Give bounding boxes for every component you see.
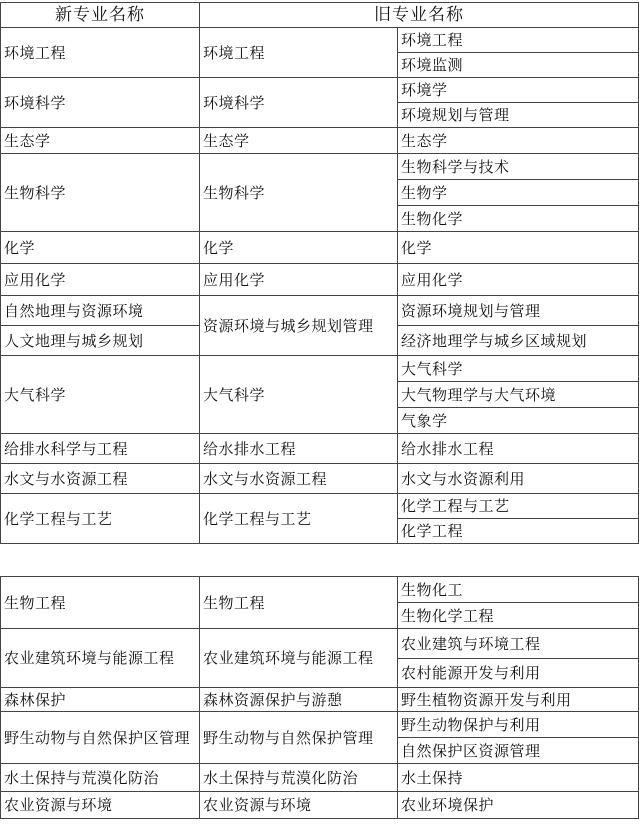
table-row — [1, 128, 639, 154]
mid-major-cell: 生物工程 — [200, 577, 398, 629]
table-row — [1, 434, 639, 464]
old-major-cell: 生态学 — [398, 128, 639, 154]
table-header-row — [1, 3, 639, 28]
major-table-part1 — [0, 2, 639, 544]
mid-major-cell: 环境工程 — [200, 28, 398, 78]
old-name-header: 旧专业名称 — [200, 3, 639, 28]
old-major-cell: 农业建筑与环境工程 — [398, 629, 639, 659]
old-major-cell: 环境工程 — [398, 28, 639, 53]
old-major-cell: 化学 — [398, 232, 639, 264]
table-row — [1, 764, 639, 792]
mid-major-cell: 应用化学 — [200, 264, 398, 296]
old-major-cell: 大气科学 — [398, 356, 639, 382]
mid-major-cell: 野生动物与自然保护管理 — [200, 712, 398, 764]
mid-major-cell: 给水排水工程 — [200, 434, 398, 464]
old-major-cell: 气象学 — [398, 408, 639, 434]
new-major-cell: 大气科学 — [1, 356, 200, 434]
new-major-cell: 给排水科学与工程 — [1, 434, 200, 464]
old-major-cell: 生物科学与技术 — [398, 154, 639, 180]
table-row — [1, 356, 639, 382]
old-major-cell: 环境规划与管理 — [398, 103, 639, 128]
old-major-cell: 生物学 — [398, 180, 639, 206]
mid-major-cell: 生态学 — [200, 128, 398, 154]
mid-major-cell: 化学 — [200, 232, 398, 264]
mid-major-cell: 化学工程与工艺 — [200, 494, 398, 544]
old-major-cell: 生物化学工程 — [398, 603, 639, 629]
new-major-cell: 自然地理与资源环境 — [1, 296, 200, 326]
old-major-cell: 化学工程与工艺 — [398, 494, 639, 519]
table-row — [1, 494, 639, 519]
new-major-cell: 农业资源与环境 — [1, 792, 200, 819]
mid-major-cell: 资源环境与城乡规划管理 — [200, 296, 398, 356]
table-row — [1, 78, 639, 103]
old-major-cell: 应用化学 — [398, 264, 639, 296]
mid-major-cell: 水土保持与荒漠化防治 — [200, 764, 398, 792]
major-table-part2 — [0, 576, 639, 819]
table-row — [1, 629, 639, 659]
old-major-cell: 环境学 — [398, 78, 639, 103]
old-major-cell: 资源环境规划与管理 — [398, 296, 639, 326]
table-row — [1, 577, 639, 603]
new-name-header: 新专业名称 — [1, 3, 200, 28]
table-row — [1, 296, 639, 326]
old-major-cell: 野生植物资源开发与利用 — [398, 688, 639, 712]
table-row — [1, 28, 639, 53]
new-major-cell: 化学 — [1, 232, 200, 264]
old-major-cell: 生物化工 — [398, 577, 639, 603]
table-row — [1, 464, 639, 494]
table-row — [1, 232, 639, 264]
new-major-cell: 野生动物与自然保护区管理 — [1, 712, 200, 764]
table-row — [1, 154, 639, 180]
mid-major-cell: 生物科学 — [200, 154, 398, 232]
mid-major-cell: 农业建筑环境与能源工程 — [200, 629, 398, 688]
new-major-cell: 应用化学 — [1, 264, 200, 296]
old-major-cell: 水土保持 — [398, 764, 639, 792]
mid-major-cell: 农业资源与环境 — [200, 792, 398, 819]
mid-major-cell: 大气科学 — [200, 356, 398, 434]
new-major-cell: 环境工程 — [1, 28, 200, 78]
new-major-cell: 生态学 — [1, 128, 200, 154]
old-major-cell: 农村能源开发与利用 — [398, 659, 639, 688]
new-major-cell: 环境科学 — [1, 78, 200, 128]
old-major-cell: 给水排水工程 — [398, 434, 639, 464]
old-major-cell: 农业环境保护 — [398, 792, 639, 819]
old-major-cell: 野生动物保护与利用 — [398, 712, 639, 738]
new-major-cell: 人文地理与城乡规划 — [1, 326, 200, 356]
table-row — [1, 264, 639, 296]
new-major-cell: 化学工程与工艺 — [1, 494, 200, 544]
table-row — [1, 792, 639, 819]
new-major-cell: 水土保持与荒漠化防治 — [1, 764, 200, 792]
new-major-cell: 水文与水资源工程 — [1, 464, 200, 494]
old-major-cell: 自然保护区资源管理 — [398, 738, 639, 764]
mid-major-cell: 森林资源保护与游憩 — [200, 688, 398, 712]
table-row — [1, 688, 639, 712]
old-major-cell: 生物化学 — [398, 206, 639, 232]
table-row — [1, 712, 639, 738]
new-major-cell: 生物科学 — [1, 154, 200, 232]
old-major-cell: 环境监测 — [398, 53, 639, 78]
new-major-cell: 森林保护 — [1, 688, 200, 712]
new-major-cell: 农业建筑环境与能源工程 — [1, 629, 200, 688]
new-major-cell: 生物工程 — [1, 577, 200, 629]
mid-major-cell: 水文与水资源工程 — [200, 464, 398, 494]
old-major-cell: 大气物理学与大气环境 — [398, 382, 639, 408]
old-major-cell: 水文与水资源利用 — [398, 464, 639, 494]
mid-major-cell: 环境科学 — [200, 78, 398, 128]
old-major-cell: 化学工程 — [398, 519, 639, 544]
old-major-cell: 经济地理学与城乡区域规划 — [398, 326, 639, 356]
